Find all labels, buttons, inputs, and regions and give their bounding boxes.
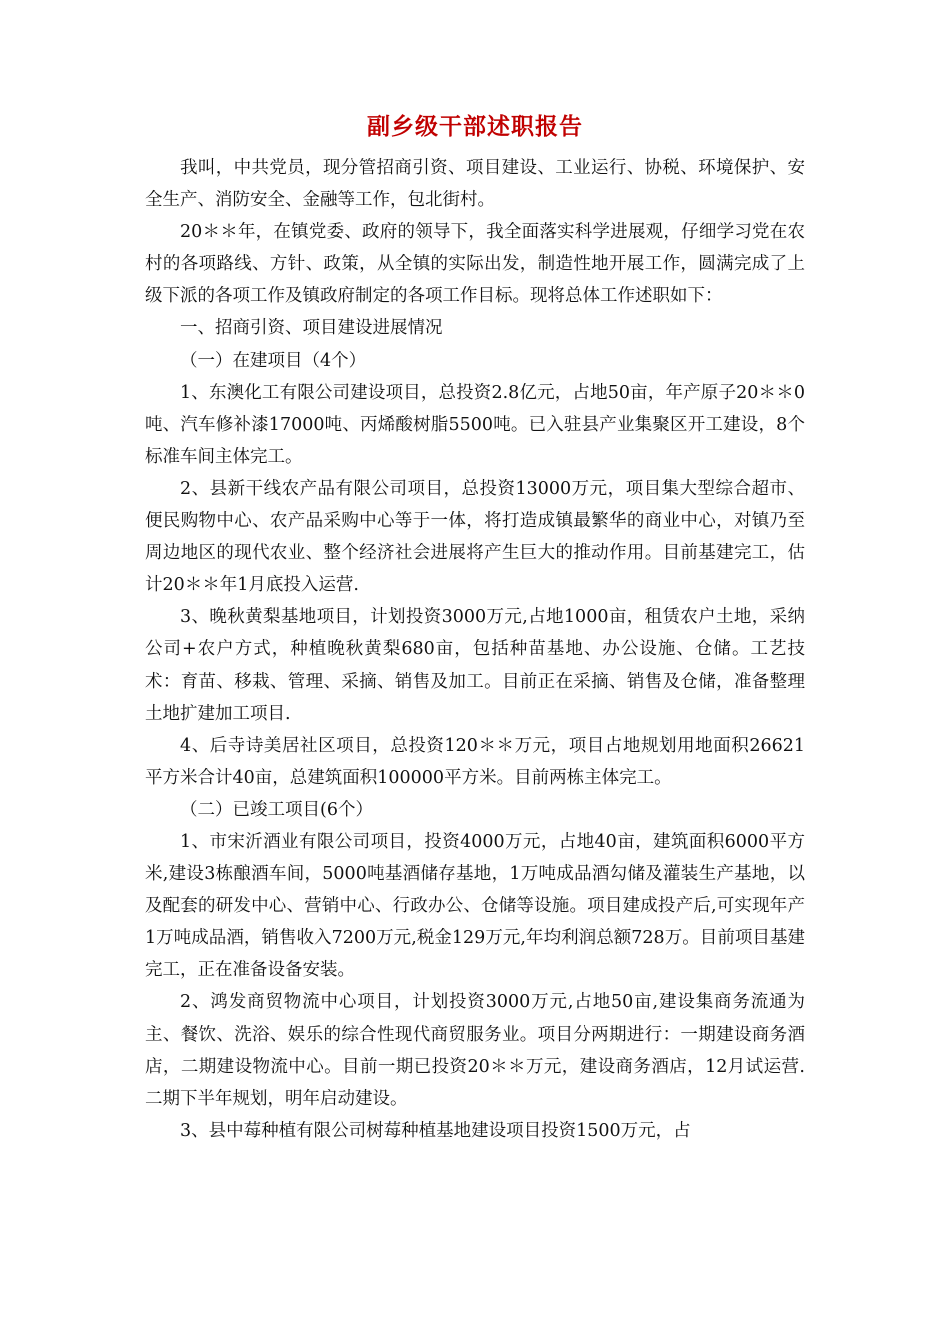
project-item-1: 1、东澳化工有限公司建设项目，总投资2.8亿元，占地50亩，年产原子20＊＊0吨、汽车修补漆17000吨、丙烯酸树脂5500吨。已入驻县产业集聚区开工建设，8个标准车间主体完工。 <box>145 382 805 467</box>
document-body <box>145 152 805 1147</box>
intro-paragraph-2: 20＊＊年，在镇党委、政府的领导下，我全面落实科学进展观，仔细学习党在农村的各项路线、方针、政策，从全镇的实际出发，制造性地开展工作，圆满完成了上级下派的各项工作及镇政府制定的各项工作目标。现将总体工作述职如下： <box>145 222 805 307</box>
completed-project-item-2: 2、鸿发商贸物流中心项目，计划投资3000万元,占地50亩,建设集商务流通为主、餐饮、洗浴、娱乐的综合性现代商贸服务业。项目分两期进行：一期建设商务酒店，二期建设物流中心。目前一期已投资20＊＊万元，建设商务酒店，12月试运营.二期下半年规划，明年启动建设。 <box>145 992 805 1109</box>
subsection-2-heading: （二）已竣工项目(6个） <box>180 799 373 820</box>
completed-project-item-1: 1、市宋沂酒业有限公司项目，投资4000万元，占地40亩，建筑面积6000平方米,建设3栋酿酒车间，5000吨基酒储存基地，1万吨成品酒勾储及灌装生产基地，以及配套的研发中心、营销中心、行政办公、仓储等设施。项目建成投产后,可实现年产1万吨成品酒，销售收入7200万元,税金129万元,年均利润总额728万。目前项目基建完工，正在准备设备安装。 <box>145 831 805 981</box>
section-1-heading: 一、招商引资、项目建设进展情况 <box>180 318 443 339</box>
project-item-4: 4、后寺诗美居社区项目，总投资120＊＊万元，项目占地规划用地面积26621平方米合计40亩，总建筑面积100000平方米。目前两栋主体完工。 <box>145 735 805 788</box>
subsection-1-heading: （一）在建项目（4个） <box>180 350 367 371</box>
project-item-2: 2、县新干线农产品有限公司项目，总投资13000万元，项目集大型综合超市、便民购物中心、农产品采购中心等于一体，将打造成镇最繁华的商业中心，对镇乃至周边地区的现代农业、整个经济社会进展将产生巨大的推动作用。目前基建完工，估计20＊＊年1月底投入运营. <box>145 478 805 596</box>
document-title: 副乡级干部述职报告 <box>367 114 583 140</box>
intro-paragraph-1: 我叫，中共党员，现分管招商引资、项目建设、工业运行、协税、环境保护、安全生产、消防安全、金融等工作，包北街村。 <box>145 158 805 211</box>
project-item-3: 3、晚秋黄梨基地项目，计划投资3000万元,占地1000亩，租赁农户土地，采纳公司+农户方式，种植晚秋黄梨680亩，包括种苗基地、办公设施、仓储。工艺技术：育苗、移栽、管理、采摘、销售及加工。目前正在采摘、销售及仓储，准备整理土地扩建加工项目. <box>145 607 805 724</box>
completed-project-item-3: 3、县中莓种植有限公司树莓种植基地建设项目投资1500万元，占 <box>180 1120 691 1141</box>
